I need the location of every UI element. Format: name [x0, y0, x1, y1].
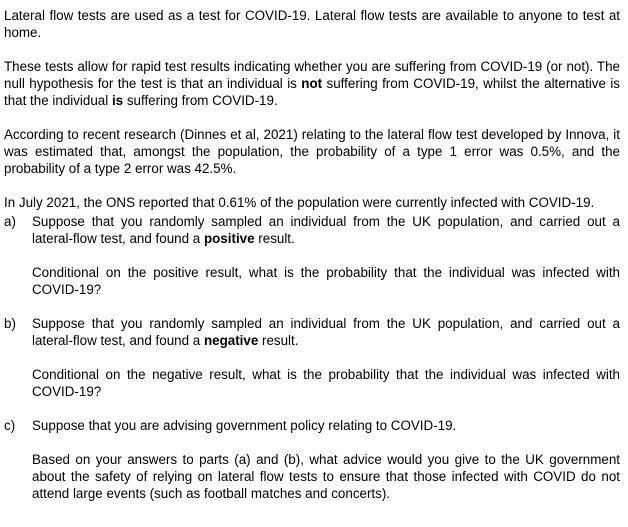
question-c-label: c): [4, 418, 16, 433]
intro-paragraph-4: In July 2021, the ONS reported that 0.61% of the population were currently infected with COVID-19.: [4, 195, 595, 210]
emphasis-is: is: [111, 93, 124, 108]
intro-paragraph-2: These tests allow for rapid test results indicating whether you are suffering from COVID-19 (or not). The null hypothesis for the test is that an individual is not suffering from COVID-19, whilst the alternative is that the individual is suffering from COVID-19.: [4, 59, 620, 108]
question-a-label: a): [4, 214, 16, 229]
emphasis-not: not: [301, 76, 323, 91]
question-b: [4, 315, 620, 400]
emphasis-positive: positive: [203, 231, 255, 246]
question-b-label: b): [4, 316, 16, 331]
question-c-scenario: Suppose that you are advising government policy relating to COVID-19.: [32, 418, 457, 433]
emphasis-negative: negative: [203, 333, 259, 348]
question-c: [4, 417, 620, 502]
question-a-prompt: Conditional on the positive result, what is the probability that the individual was infected with COVID-19?: [32, 265, 620, 297]
question-a: [4, 213, 620, 298]
question-b-scenario: Suppose that you randomly sampled an individual from the UK population, and carried out a lateral-flow test, and found a negative result.: [32, 316, 620, 348]
intro-paragraph-1: Lateral flow tests are used as a test for COVID-19. Lateral flow tests are available to anyone to test at home.: [4, 8, 620, 40]
question-c-prompt: Based on your answers to parts (a) and (b), what advice would you give to the UK government about the safety of relying on lateral flow tests to ensure that those infected with COVID do not attend large events (such as football matches and concerts).: [32, 452, 620, 501]
intro-paragraph-3: According to recent research (Dinnes et al, 2021) relating to the lateral flow test developed by Innova, it was estimated that, amongst the population, the probability of a type 1 error was 0.5%, and the probability of a type 2 error was 42.5%.: [4, 127, 620, 176]
question-a-scenario: Suppose that you randomly sampled an individual from the UK population, and carried out a lateral-flow test, and found a positive result.: [32, 214, 620, 246]
question-b-prompt: Conditional on the negative result, what is the probability that the individual was infected with COVID-19?: [32, 367, 620, 399]
